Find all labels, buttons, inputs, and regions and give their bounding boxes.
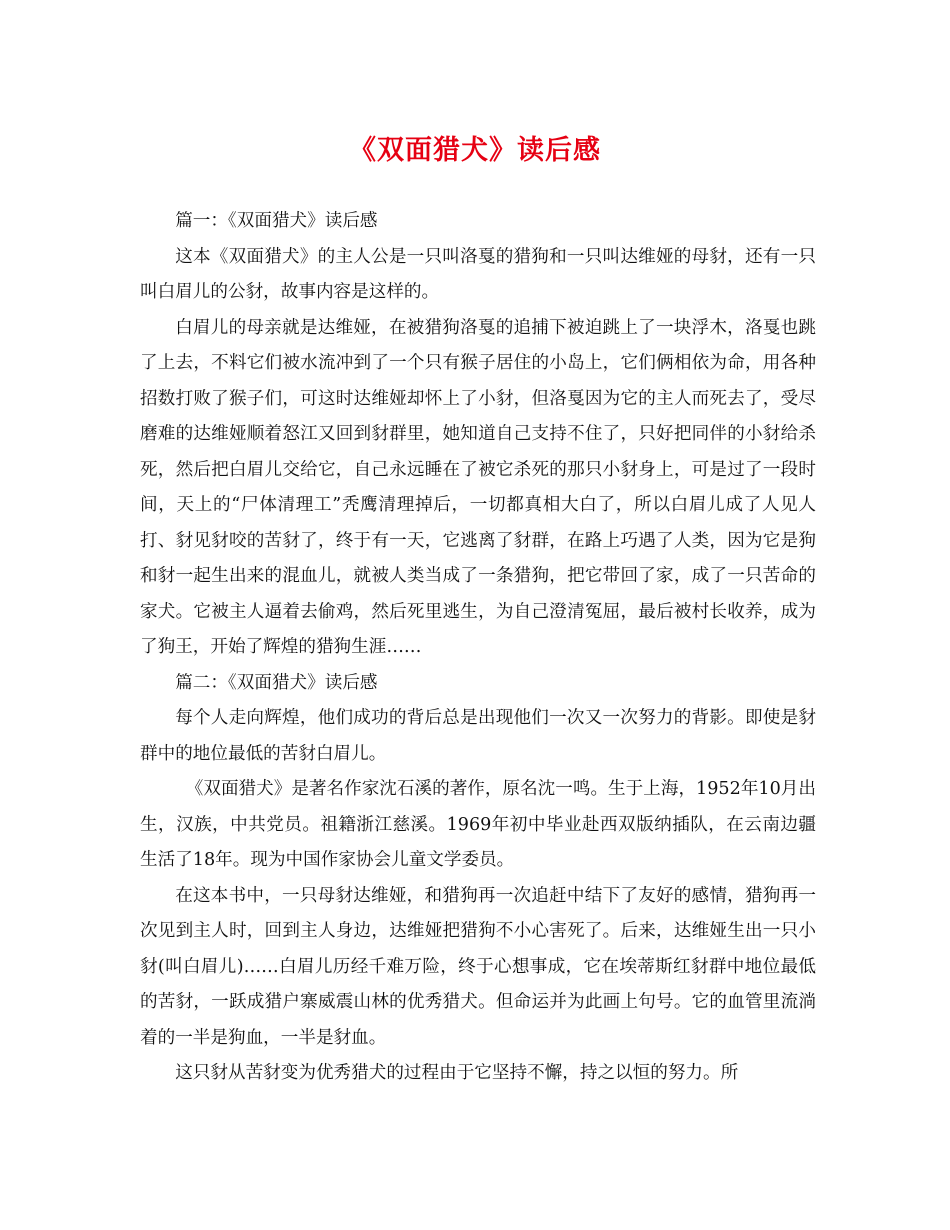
- paragraph: 白眉儿的母亲就是达维娅，在被猎狗洛戛的追捕下被迫跳上了一块浮木，洛戛也跳了上去，不料它们被水流冲到了一个只有猴子居住的小岛上，它们俩相依为命，用各种招数打败了猴子们，可这时达维娅却怀上了小豺，但洛戛因为它的主人而死去了，受尽磨难的达维娅顺着怒江又回到豺群里，她知道自己支持不住了，只好把同伴的小豺给杀死，然后把白眉儿交给它，自己永远睡在了被它杀死的那只小豺身上，可是过了一段时间，天上的“尸体清理工”秃鹰清理掉后，一切都真相大白了，所以白眉儿成了人见人打、豺见豺咬的苦豺了，终于有一天，它逃离了豺群，在路上巧遇了人类，因为它是狗和豺一起生出来的混血儿，就被人类当成了一条猎狗，把它带回了家，成了一只苦命的家犬。它被主人逼着去偷鸡，然后死里逃生，为自己澄清冤屈，最后被村长收养，成为了狗王，开始了辉煌的猎狗生涯……: [140, 317, 816, 657]
- section-heading-1: 篇一：《双面猎犬》读后感: [175, 211, 378, 231]
- section-heading-2: 篇二：《双面猎犬》读后感: [175, 672, 378, 693]
- paragraph: 每个人走向辉煌，他们成功的背后总是出现他们一次又一次努力的背影。即使是豺群中的地位最低的苦豺白眉儿。: [140, 708, 816, 764]
- paragraph: 《双面猎犬》是著名作家沈石溪的著作，原名沈一鸣。生于上海，1952年10月出生，汉族，中共党员。祖籍浙江慈溪。1969年初中毕业赴西双版纳插队，在云南边疆生活了18年。现为中国作家协会儿童文学委员。: [140, 779, 816, 870]
- document-title: 《双面猎犬》读后感: [349, 135, 601, 166]
- document-body: [140, 204, 816, 1092]
- paragraph: 这只豺从苦豺变为优秀猎犬的过程由于它坚持不懈，持之以恒的努力。所: [175, 1063, 739, 1083]
- paragraph: 在这本书中，一只母豺达维娅，和猎狗再一次追赶中结下了友好的感情，猎狗再一次见到主人时，回到主人身边，达维娅把猎狗不小心害死了。后来，达维娅生出一只小豺(叫白眉儿)……白眉儿历经千难万险，终于心想事成，它在埃蒂斯红豺群中地位最低的苦豺，一跃成猎户寨威震山林的优秀猎犬。但命运并为此画上句号。它的血管里流淌着的一半是狗血，一半是豺血。: [140, 885, 816, 1048]
- paragraph: 这本《双面猎犬》的主人公是一只叫洛戛的猎狗和一只叫达维娅的母豺，还有一只叫白眉儿的公豺，故事内容是这样的。: [140, 246, 816, 302]
